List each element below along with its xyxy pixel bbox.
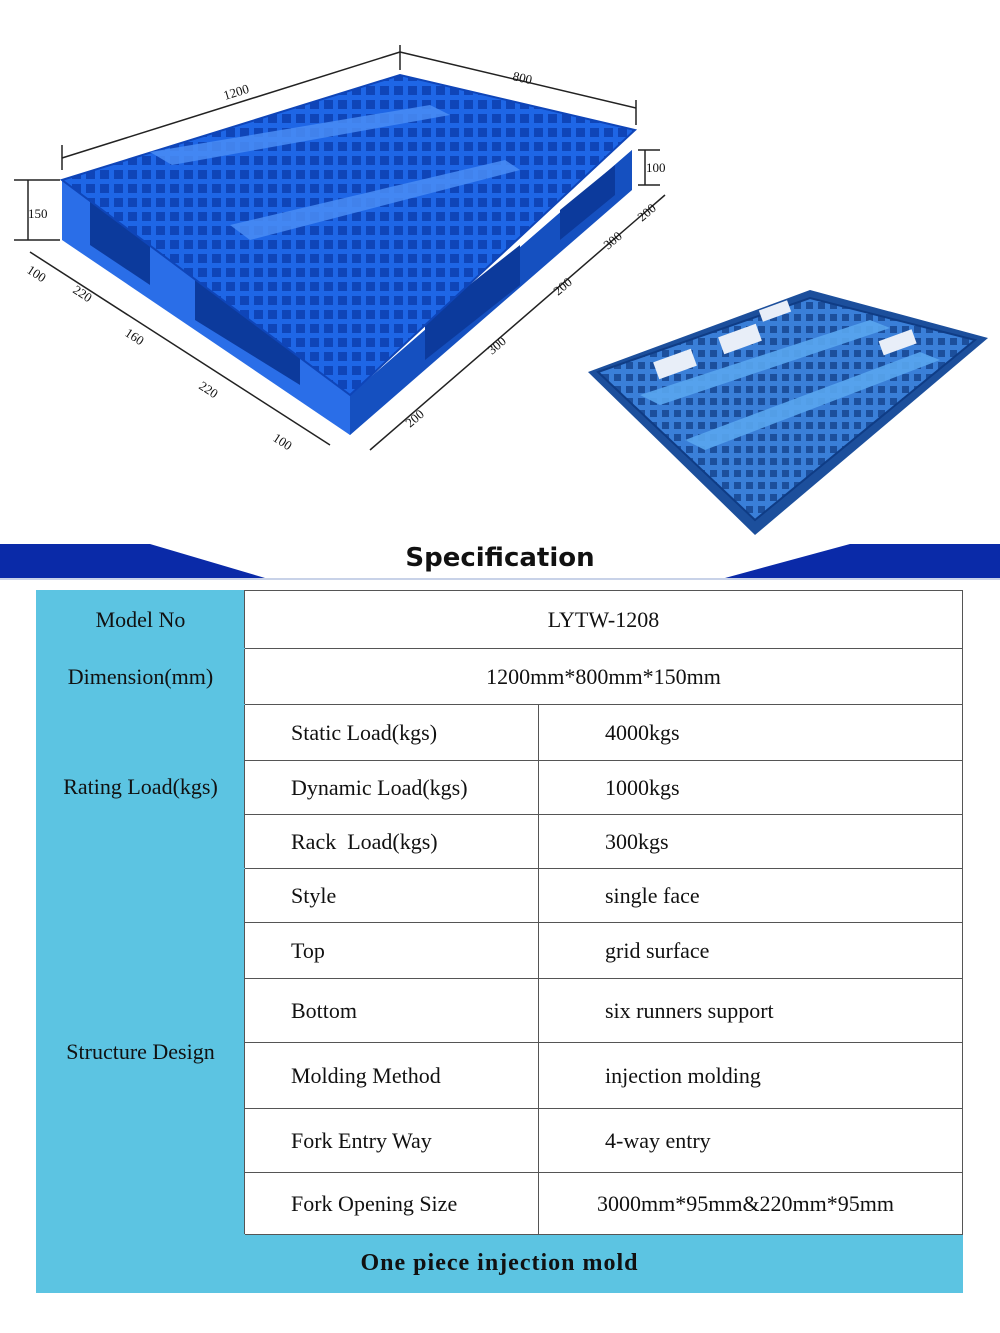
fork-entry-way-label: Fork Entry Way (245, 1109, 539, 1173)
dim-height-label: 150 (28, 206, 48, 221)
dim-side-3: 200 (550, 274, 575, 299)
table-row (37, 705, 963, 761)
dim-front-5: 100 (270, 429, 295, 454)
dimension-value: 1200mm*800mm*150mm (245, 649, 963, 705)
dim-side-1: 200 (402, 406, 427, 431)
rating-load-label: Rating Load(kgs) (37, 705, 245, 869)
dim-front-1: 100 (24, 261, 49, 286)
table-row (37, 591, 963, 649)
dim-side-4: 300 (600, 228, 625, 253)
rack-load-label: Rack Load(kgs) (245, 815, 539, 869)
static-load-value: 4000kgs (539, 705, 963, 761)
fork-entry-way-value: 4-way entry (539, 1109, 963, 1173)
dynamic-load-label: Dynamic Load(kgs) (245, 761, 539, 815)
secondary-pallet-image (588, 290, 988, 535)
molding-method-value: injection molding (539, 1043, 963, 1109)
style-value: single face (539, 869, 963, 923)
bottom-value: six runners support (539, 979, 963, 1043)
fork-opening-size-value: 3000mm*95mm&220mm*95mm (539, 1173, 963, 1235)
dim-side-5: 200 (634, 200, 659, 225)
main-pallet-image (62, 75, 635, 435)
dimension-label: Dimension(mm) (37, 649, 245, 705)
dim-length-label: 1200 (221, 80, 251, 103)
bottom-label: Bottom (245, 979, 539, 1043)
specification-table (36, 590, 963, 1293)
dim-front-3: 160 (122, 324, 147, 349)
dynamic-load-value: 1000kgs (539, 761, 963, 815)
table-footer-note: One piece injection mold (37, 1235, 963, 1293)
product-hero-illustration (0, 0, 1000, 540)
molding-method-label: Molding Method (245, 1043, 539, 1109)
static-load-label: Static Load(kgs) (245, 705, 539, 761)
style-label: Style (245, 869, 539, 923)
fork-opening-size-label: Fork Opening Size (245, 1173, 539, 1235)
specification-title: Specification (405, 543, 595, 573)
dim-side-2: 300 (484, 333, 509, 358)
top-label: Top (245, 923, 539, 979)
table-row (37, 649, 963, 705)
top-value: grid surface (539, 923, 963, 979)
table-row (37, 1235, 963, 1293)
model-no-label: Model No (37, 591, 245, 649)
structure-design-label: Structure Design (37, 869, 245, 1235)
dim-front-2: 220 (70, 281, 95, 306)
dim-deck-label: 100 (646, 160, 666, 175)
dim-width-label: 800 (511, 68, 534, 88)
model-no-value: LYTW-1208 (245, 591, 963, 649)
dim-front-4: 220 (196, 377, 221, 402)
rack-load-value: 300kgs (539, 815, 963, 869)
table-row (37, 869, 963, 923)
